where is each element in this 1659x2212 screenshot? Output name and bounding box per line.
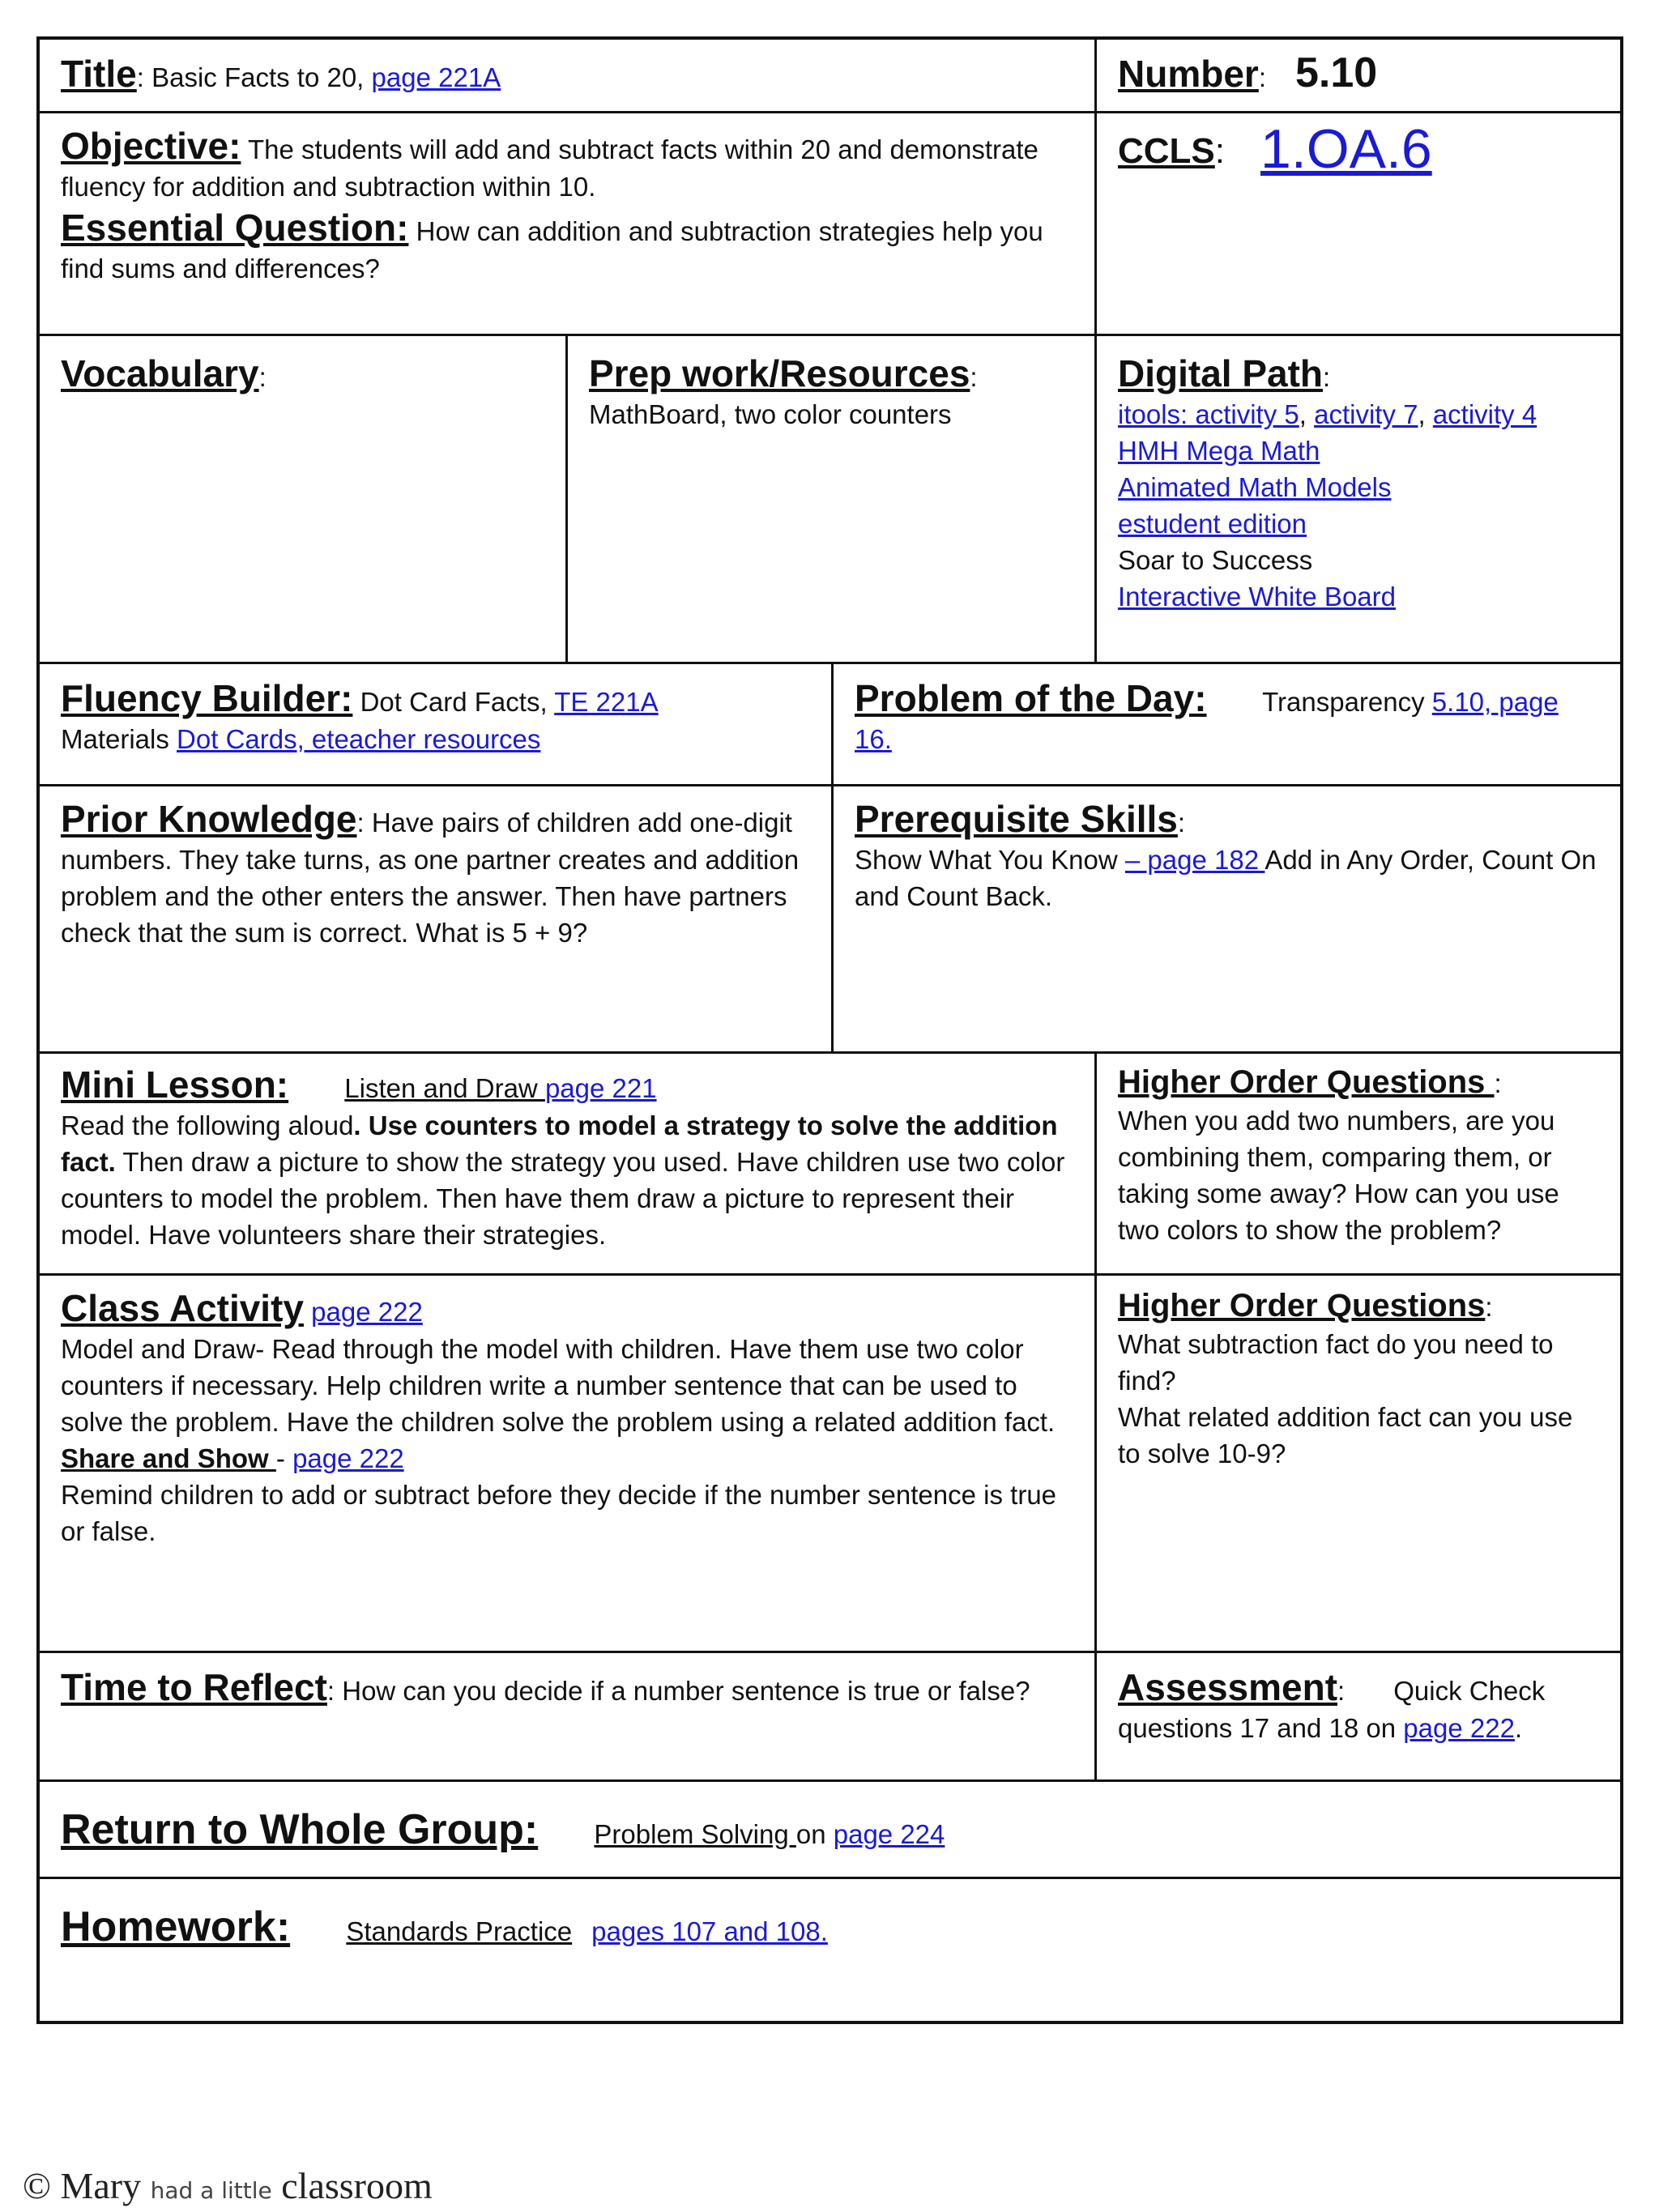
homework-cell [40,1879,1620,2021]
whole-group-label: Return to Whole Group: [61,1806,539,1853]
hoq2-label: Higher Order Questions [1118,1288,1486,1323]
share-and-show-label: Share and Show [61,1443,276,1473]
hmh-mega-math-link[interactable]: HMH Mega Math [1118,436,1320,466]
lesson-plan-sheet [36,36,1623,2024]
assessment-cell: Assessment: Quick Check questions 17 and 18 on page 222. [1118,1666,1546,1743]
interactive-white-board-link[interactable]: Interactive White Board [1118,582,1396,612]
assessment-end: . [1514,1713,1523,1743]
prior-knowledge-cell: Prior Knowledge: Have pairs of children add one-digit numbers. They take turns, as one partner creates and addition problem and the other enters the answer. Then have partners check that the sum is correct. What is 5 + 9? [61,798,800,948]
copyright-footer [23,2164,433,2207]
hoq1-text: When you add two numbers, are you combining them, comparing them, or taking some away? How can you use two colors to show the problem? [1118,1106,1559,1245]
hoq2-line2: What related addition fact can you use to solve 10-9? [1118,1402,1573,1468]
page-221-link[interactable]: page 221 [544,1073,657,1103]
objective-label: Objective: [61,125,241,167]
activity-7-link[interactable]: activity 7 [1314,399,1418,429]
problem-of-day-label: Problem of the Day: [855,677,1207,719]
reflect-label: Time to Reflect [61,1666,327,1708]
number-label: Number [1118,53,1259,95]
title-link[interactable]: page 221A [371,62,501,92]
copyright-text: © Mary [23,2165,151,2206]
prep-cell: Prep work/Resources: MathBoard, two color counters [589,352,978,429]
class-activity-cell [40,1276,1094,1651]
mini-lesson-cell [40,1054,1094,1273]
pages-107-108-link[interactable]: pages 107 and 108. [591,1916,828,1946]
mini-lesson-bold: . Use counters to model a strategy to solve the addition fact. [61,1110,1058,1177]
reflect-cell: Time to Reflect: How can you decide if a number sentence is true or false? [61,1666,1030,1708]
assessment-label: Assessment [1118,1666,1338,1708]
title-cell: Title: Basic Facts to 20, page 221A [61,53,501,95]
number-value: 5.10 [1294,49,1378,96]
prior-knowledge-label: Prior Knowledge [61,798,357,840]
assessment-link[interactable]: page 222 [1403,1713,1515,1743]
standards-practice-text: Standards Practice [346,1916,573,1946]
page-224-link[interactable]: page 224 [833,1819,945,1849]
assessment-text: Quick Check questions 17 and 18 on [1118,1676,1546,1743]
share-and-show-link[interactable]: page 222 [292,1443,404,1473]
prep-label: Prep work/Resources [589,352,970,394]
page-182-link[interactable]: – page 182 [1124,845,1265,875]
transparency-text: Transparency [1262,687,1432,717]
share-dash: - [275,1443,293,1473]
hoq2-line1: What subtraction fact do you need to find? [1118,1329,1554,1396]
hoq2-cell: Higher Order Questions: What subtraction fact do you need to find? What related addition fact can you use to solve 10-9? [1118,1288,1573,1468]
objective-text: The students will add and subtract facts within 20 and demonstrate fluency for addition and subtraction within 10. [61,134,1038,202]
number-cell: Number: 5.10 [1118,49,1378,96]
te-221a-link[interactable]: TE 221A [554,687,659,717]
fluency-cell [40,664,831,784]
vocabulary-label: Vocabulary [61,352,259,394]
prerequisite-text-2: Add in Any Order, Count On and Count Back. [855,845,1597,911]
digital-path-cell: Digital Path: itools: activity 5, activity 7, activity 4 HMH Mega Math Animated Math Models estudent edition Soar to Success Interactive White Board [1118,352,1537,612]
objective-cell [40,113,1094,334]
mini-lesson-label: Mini Lesson: [61,1063,289,1106]
estudent-edition-link[interactable]: estudent edition [1118,509,1307,539]
prerequisite-cell: Prerequisite Skills: Show What You Know – page 182 Add in Any Order, Count On and Count Back. [855,798,1597,911]
problem-of-day-cell [834,664,1620,784]
digital-path-label: Digital Path [1118,352,1324,394]
prep-text: MathBoard, two color counters [589,399,952,429]
prerequisite-text: Show What You Know [855,845,1125,875]
copyright-end-text: classroom [271,2165,433,2206]
fluency-label: Fluency Builder: [61,677,353,719]
copyright-small-text: had a little [150,2177,272,2204]
hoq1-cell: Higher Order Questions : When you add two numbers, are you combining them, comparing them, or taking some away? How can you use two colors to show the problem? [1118,1064,1559,1245]
activity-4-link[interactable]: activity 4 [1432,399,1537,429]
reflect-text: How can you decide if a number sentence is true or false? [342,1676,1030,1706]
class-activity-text: Model and Draw- Read through the model with children. Have them use two color counters if necessary. Help children write a number sentence that can be used to solve the problem. Have the children solve the problem using a related addition fact. [61,1334,1056,1437]
homework-label: Homework: [61,1903,291,1950]
mini-lesson-text-2: Then draw a picture to show the strategy you used. Have children use two color counters to model the problem. Then have them draw a picture to represent their model. Have volunteers share their strategies. [61,1147,1065,1250]
prerequisite-label: Prerequisite Skills [855,798,1178,840]
essential-question-label: Essential Question: [61,207,409,249]
prior-knowledge-text: Have pairs of children add one-digit numbers. They take turns, as one partner creates and addition problem and the other enters the answer. Then have partners check that the sum is correct. What is 5 + 9? [61,808,800,948]
on-text: on [795,1819,834,1849]
title-text: Basic Facts to 20, [151,62,372,92]
title-label: Title [61,53,137,95]
transparency-link-continued[interactable]: 16. [855,724,892,754]
hoq1-label: Higher Order Questions [1118,1064,1495,1100]
class-activity-link[interactable]: page 222 [311,1297,423,1327]
dot-cards-link[interactable]: Dot Cards, eteacher resources [177,724,541,754]
mini-lesson-text-1: Read the following aloud [61,1110,354,1140]
transparency-link[interactable]: 5.10, page [1431,687,1559,717]
ccls-label: CCLS [1118,131,1215,171]
problem-solving-text: Problem Solving [594,1819,796,1849]
itools-activity-5-link[interactable]: itools: activity 5 [1118,399,1299,429]
share-and-show-text: Remind children to add or subtract before they decide if the number sentence is true or false. [61,1480,1057,1546]
materials-label: Materials [61,724,169,754]
listen-and-draw-text: Listen and Draw [344,1073,545,1103]
vocabulary-cell: Vocabulary: [61,352,267,394]
class-activity-label: Class Activity [61,1287,304,1329]
soar-to-success-text: Soar to Success [1118,545,1313,575]
fluency-text: Dot Card Facts, [360,687,555,717]
ccls-link[interactable]: 1.OA.6 [1260,118,1432,180]
animated-math-models-link[interactable]: Animated Math Models [1118,472,1392,502]
whole-group-cell [40,1782,1620,1877]
ccls-cell: CCLS: 1.OA.6 [1118,118,1432,180]
essential-question-text: How can addition and subtraction strategies help you find sums and differences? [61,216,1043,283]
